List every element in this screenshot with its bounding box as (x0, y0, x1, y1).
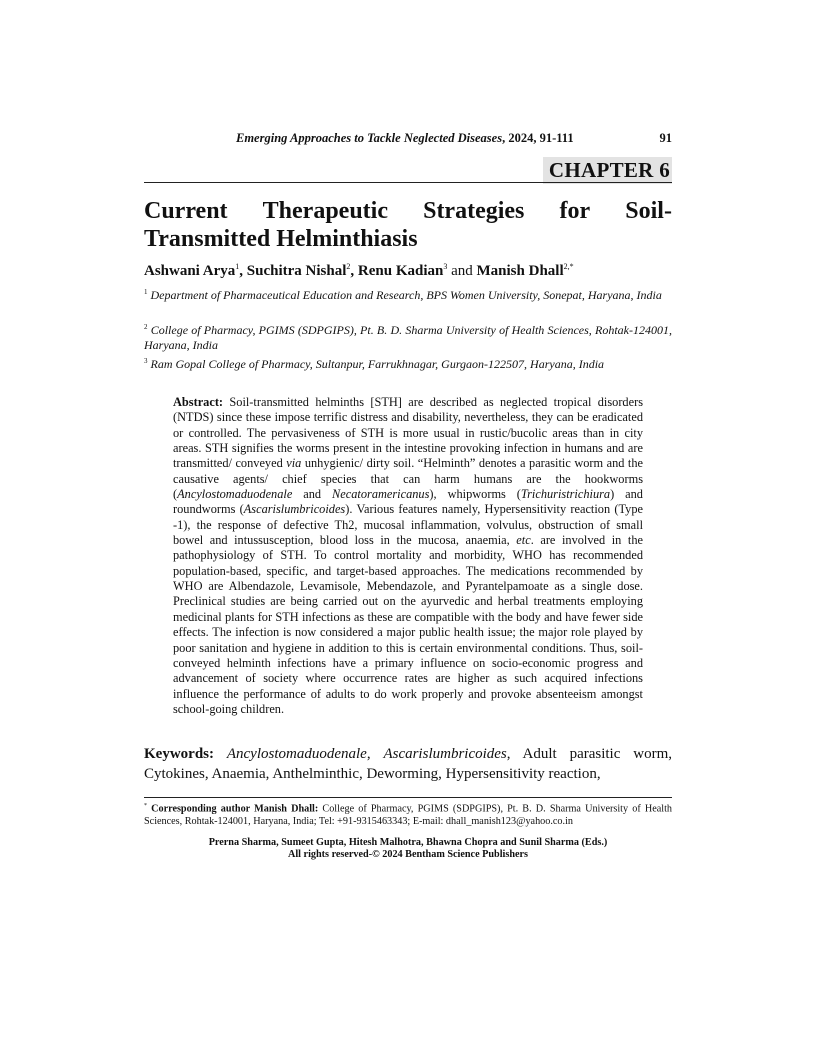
editors-line: Prerna Sharma, Sumeet Gupta, Hitesh Malhotra, Bhawna Chopra and Sunil Sharma (Eds.) (208, 837, 608, 848)
abstract-label: Abstract: (173, 395, 224, 409)
chapter-rule (144, 182, 672, 183)
abstract-text: . are involved in the pathophysiology of STH. To control mortality and morbidity, WHO has recommended population-based, specific, and target-based approaches. The medications recommended by WHO are Albendazole, Levamisole, Mebendazole, and Pyrantelpamoate as a single dose. Preclinical studies are being carried out on the ayurvedic and herbal treatments employing medicinal plants for STH infections as these are compatible with the body and have fewer side effects. The infection is now considered a major public health issue; the major role played by poor sanitation and hygiene in addition to this is certain environmental conditions. Thus, soil-conveyed helminth infections have a primary influence on socio-economic progress and advancement of society where occurrence rates are higher as such acquired infections influence the performance of adults to do work properly and provoke absenteeism amongst school-going children. (173, 533, 643, 716)
species-name: Ascarislumbricoides (243, 502, 346, 517)
abstract-text: unhygienic/ dirty soil. “Helminth” denotes a parasitic worm and the causative agents/ chief species that can harm humans are the hookworms ( (173, 456, 643, 502)
affiliation-text: College of Pharmacy, PGIMS (SDPGIPS), Pt. B. D. Sharma University of Health Sciences, Rohtak-124001, Haryana, India (144, 323, 673, 352)
author-list: Ashwani Arya$^1$, Suchitra Nishal$^2$, Renu Kadian$^3$ and Manish Dhall$^{2,*}$ (144, 262, 574, 279)
title-word: Therapeutic (262, 198, 388, 224)
abstract-italic: etc (516, 533, 531, 548)
author-conjunction: and (447, 263, 477, 279)
editors-block (144, 837, 672, 861)
abstract (173, 395, 643, 717)
author-name: Suchitra Nishal (246, 263, 347, 279)
copyright-line: All rights reserved-© 2024 Bentham Science Publishers (287, 849, 529, 860)
affiliation-3 (144, 354, 672, 372)
keyword: Ancylostomaduodenale (226, 746, 367, 762)
footnote-marker: * (144, 803, 147, 809)
running-head (236, 131, 574, 146)
chapter-title (144, 197, 672, 253)
book-title: Emerging Approaches to Tackle Neglected Diseases (236, 131, 503, 145)
affiliation-number: 1 (144, 288, 148, 296)
title-word: Current (144, 198, 228, 224)
species-name: Necatoramericanus (332, 487, 430, 502)
author-affil-marker: 1 (235, 262, 240, 271)
author-name: Ashwani Arya (144, 263, 236, 279)
page-number: 91 (659, 131, 672, 145)
author-name: Renu Kadian (357, 263, 444, 279)
affiliation-number: 2 (144, 323, 148, 331)
abstract-text: ), whipworms ( (429, 487, 521, 502)
affiliation-text: Department of Pharmaceutical Education and Research, BPS Women University, Sonepat, Haryana, India (150, 288, 662, 302)
affiliation-number: 3 (144, 357, 148, 365)
author-name: Manish Dhall (476, 263, 564, 279)
footnote-rule (144, 797, 672, 798)
abstract-italic: via (286, 456, 302, 471)
author-affil-marker: 3 (443, 262, 448, 271)
author-affil-marker: 2,* (563, 262, 574, 271)
title-word: for (559, 198, 591, 224)
title-word: Strategies (423, 198, 525, 224)
title-line-2: Transmitted Helminthiasis (144, 226, 418, 252)
year-pages: , 2024, 91-111 (502, 131, 574, 145)
abstract-text: Soil-transmitted helminths [STH] are described as neglected tropical disorders (NTDS) since these impose terrific distress and disability, nevertheless, they can be eradicated or controlled. The pervasiveness of STH is more usual in rustic/bucolic areas than in city areas. STH signifies the worms present in the intestine provoking infection in humans and are transmitted/ conveyed (173, 395, 643, 471)
affiliation-2 (144, 320, 672, 353)
affiliation-text: Ram Gopal College of Pharmacy, Sultanpur, Farrukhnagar, Gurgaon-122507, Haryana, India (150, 357, 605, 371)
species-name: Ancylostomaduodenale (177, 487, 293, 502)
corresponding-author-footnote (144, 800, 672, 828)
affiliation-1 (144, 285, 672, 303)
title-word: Soil- (625, 198, 672, 224)
abstract-text: ). Various features namely, Hypersensitivity reaction (Type -1), the response of defective Th2, mucosal inflammation, volvulus, obstruction of small bowel and intussusception, blood loss in the mucosa, anaemia, (173, 502, 643, 548)
author-affil-marker: 2 (346, 262, 351, 271)
keyword-separator: , (366, 746, 384, 762)
abstract-text: ) and roundworms ( (173, 487, 643, 517)
title-line-1 (144, 197, 672, 225)
species-name: Trichuristrichiura (520, 487, 611, 502)
abstract-text: and (292, 487, 333, 502)
keyword: Ascarislumbricoides (383, 746, 507, 762)
footnote-text: College of Pharmacy, PGIMS (SDPGIPS), Pt. B. D. Sharma University of Health Sciences, Rohtak-124001, Haryana, India; Tel: +91-9315463343; E-mail: dhall_manish123@yahoo.co.in (144, 803, 673, 828)
chapter-label: CHAPTER 6 (543, 157, 672, 184)
keywords-label: Keywords: (144, 746, 214, 762)
keyword-list: , Adult parasitic worm, Cytokines, Anaemia, Anthelminthic, Deworming, Hypersensitivity reaction, (144, 746, 672, 782)
keywords (144, 744, 672, 784)
footnote-label: Corresponding author Manish Dhall: (147, 803, 319, 815)
